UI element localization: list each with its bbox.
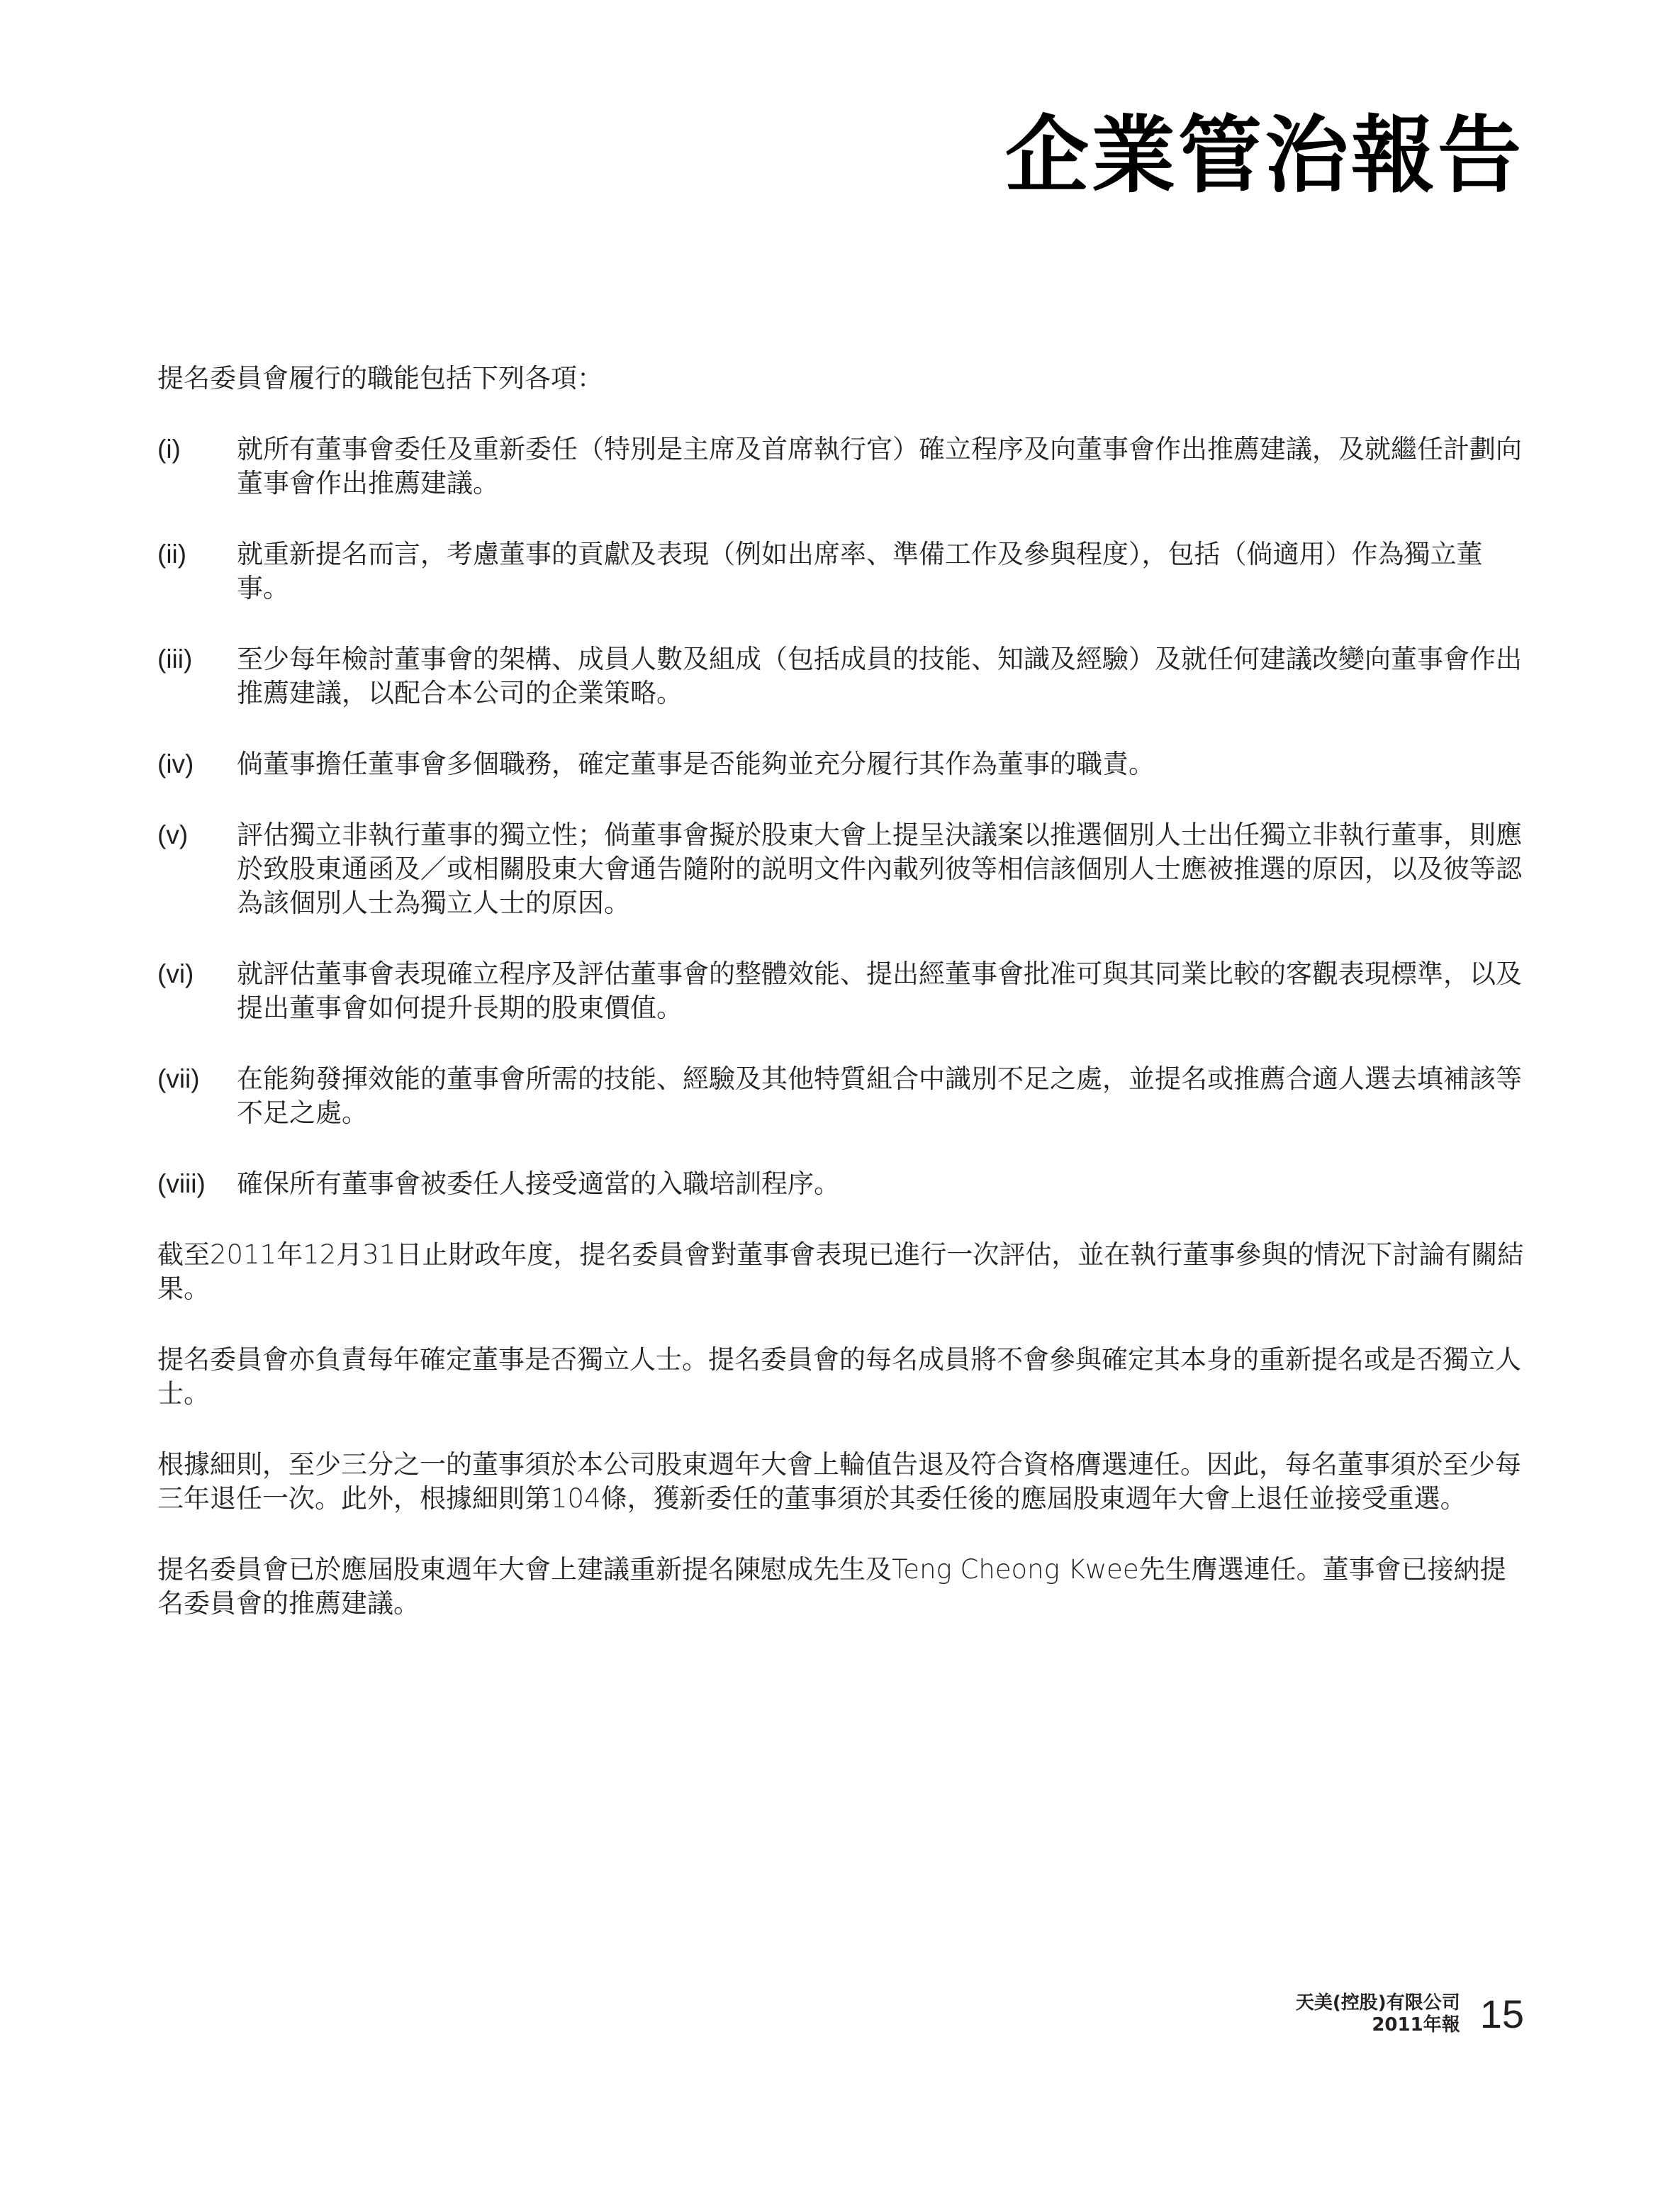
list-item — [157, 642, 1525, 710]
list-item-text: 倘董事擔任董事會多個職務，確定董事是否能夠並充分履行其作為董事的職責。 — [237, 749, 1155, 779]
list-item — [157, 1167, 1525, 1201]
list-item-text: 在能夠發揮效能的董事會所需的技能、經驗及其他特質組合中識別不足之處，並提名或推薦合適人選去填補該等不足之處。 — [237, 1064, 1522, 1128]
list-item-text: 評估獨立非執行董事的獨立性；倘董事會擬於股東大會上提呈決議案以推選個別人士出任獨立非執行董事，則應於致股東通函及／或相關股東大會通告隨附的説明文件內載列彼等相信該個別人士應被推選的原因，以及彼等認為該個別人士為獨立人士的原因。 — [237, 820, 1522, 918]
list-item-text: 就評估董事會表現確立程序及評估董事會的整體效能、提出經董事會批准可與其同業比較的客觀表現標準，以及提出董事會如何提升長期的股東價值。 — [237, 959, 1522, 1023]
list-marker: (viii) — [157, 1169, 206, 1198]
list-item-text: 就所有董事會委任及重新委任（特別是主席及首席執行官）確立程序及向董事會作出推薦建議，及就繼任計劃向董事會作出推薦建議。 — [237, 434, 1522, 498]
list-item — [157, 957, 1525, 1025]
list-marker: (vi) — [157, 959, 194, 988]
intro-paragraph: 提名委員會履行的職能包括下列各項： — [157, 363, 603, 393]
list-item-text: 至少每年檢討董事會的架構、成員人數及組成（包括成員的技能、知識及經驗）及就任何建議改變向董事會作出推薦建議，以配合本公司的企業策略。 — [237, 644, 1522, 708]
list-item — [157, 747, 1525, 781]
body-paragraph: 提名委員會已於應屆股東週年大會上建議重新提名陳慰成先生及Teng Cheong Kwee先生膺選連任。董事會已接納提名委員會的推薦建議。 — [157, 1554, 1506, 1619]
list-item-text: 就重新提名而言，考慮董事的貢獻及表現（例如出席率、準備工作及參與程度），包括（倘適用）作為獨立董事。 — [237, 539, 1483, 603]
list-marker: (ii) — [157, 540, 187, 569]
body-paragraph: 提名委員會亦負責每年確定董事是否獨立人士。提名委員會的每名成員將不會參與確定其本身的重新提名或是否獨立人士。 — [157, 1344, 1521, 1409]
list-marker: (i) — [157, 435, 181, 464]
duty-list — [157, 432, 1525, 1201]
list-item — [157, 818, 1525, 920]
report-name: 2011年報 — [1372, 2014, 1460, 2036]
page-title: 企業管治報告 — [1004, 106, 1524, 204]
list-marker: (iv) — [157, 749, 194, 778]
body-paragraph: 截至2011年12月31日止財政年度，提名委員會對董事會表現已進行一次評估，並在執行董事參與的情況下討論有關結果。 — [157, 1239, 1524, 1304]
list-item-text: 確保所有董事會被委任人接受適當的入職培訓程序。 — [237, 1168, 840, 1199]
company-name: 天美(控股)有限公司 — [1295, 1992, 1460, 2014]
footer-text — [1296, 1992, 1460, 2036]
page-number: 15 — [1479, 1992, 1524, 2036]
list-marker: (iii) — [157, 644, 193, 674]
list-item — [157, 1062, 1525, 1130]
page-footer — [1296, 1992, 1524, 2036]
document-body — [157, 362, 1525, 1658]
list-marker: (vii) — [157, 1064, 200, 1093]
list-item — [157, 432, 1525, 501]
list-marker: (v) — [157, 820, 189, 849]
list-item — [157, 537, 1525, 605]
body-paragraph: 根據細則，至少三分之一的董事須於本公司股東週年大會上輪值告退及符合資格膺選連任。因此，每名董事須於至少每三年退任一次。此外，根據細則第104條，獲新委任的董事須於其委任後的應屆股東週年大會上退任並接受重選。 — [157, 1449, 1521, 1514]
